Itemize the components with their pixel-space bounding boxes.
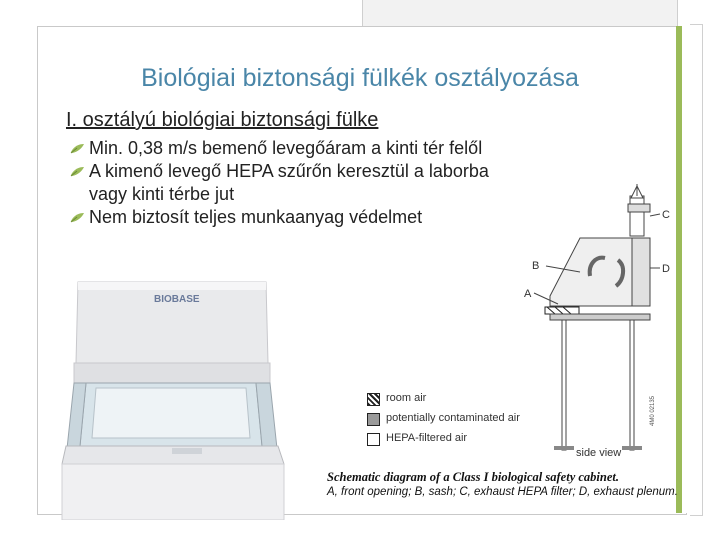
- frame-accent-border: [690, 24, 703, 516]
- legend-label: HEPA-filtered air: [386, 432, 468, 444]
- schematic-label-d: D: [662, 263, 670, 275]
- leaf-bullet-icon: [70, 212, 85, 223]
- cabinet-brand-label: BIOBASE: [154, 294, 200, 305]
- bullet-list: [70, 137, 510, 229]
- slide-title: Biológiai biztonsági fülkék osztályozása: [141, 64, 579, 92]
- schematic-label-a: A: [524, 288, 532, 300]
- schematic-label-c: C: [662, 209, 670, 221]
- cabinet-photo: [56, 268, 326, 520]
- slide-subheading: I. osztályú biológiai biztonsági fülke: [66, 109, 379, 131]
- leaf-bullet-icon: [70, 143, 85, 154]
- bullet-text: A kimenő levegő HEPA szűrőn keresztül a laborba vagy kinti térbe jut: [89, 161, 489, 204]
- schematic-code: 4M0 02135: [650, 395, 656, 426]
- legend-label: room air: [386, 392, 427, 404]
- caption-text: A, front opening; B, sash; C, exhaust HEPA filter; D, exhaust plenum.: [327, 486, 678, 498]
- bullet-text: Min. 0,38 m/s bemenő levegőáram a kinti tér felől: [89, 138, 483, 158]
- bullet-text: Nem biztosít teljes munkaanyag védelmet: [89, 207, 423, 227]
- schematic-side-view-label: side view: [576, 447, 622, 459]
- legend-swatch-gray: [367, 413, 380, 426]
- caption-title: Schematic diagram of a Class I biological safety cabinet.: [327, 470, 619, 484]
- schematic-label-b: B: [532, 260, 540, 272]
- bullet-item: [70, 206, 510, 229]
- bullet-item: [70, 137, 510, 160]
- bullet-item: [70, 160, 510, 206]
- legend-label: potentially contaminated air: [386, 412, 520, 424]
- schematic-side-view: [510, 176, 680, 466]
- legend-swatch-white: [367, 433, 380, 446]
- figure-caption: [327, 470, 687, 500]
- leaf-bullet-icon: [70, 166, 85, 177]
- legend-swatch-hatched: [367, 393, 380, 406]
